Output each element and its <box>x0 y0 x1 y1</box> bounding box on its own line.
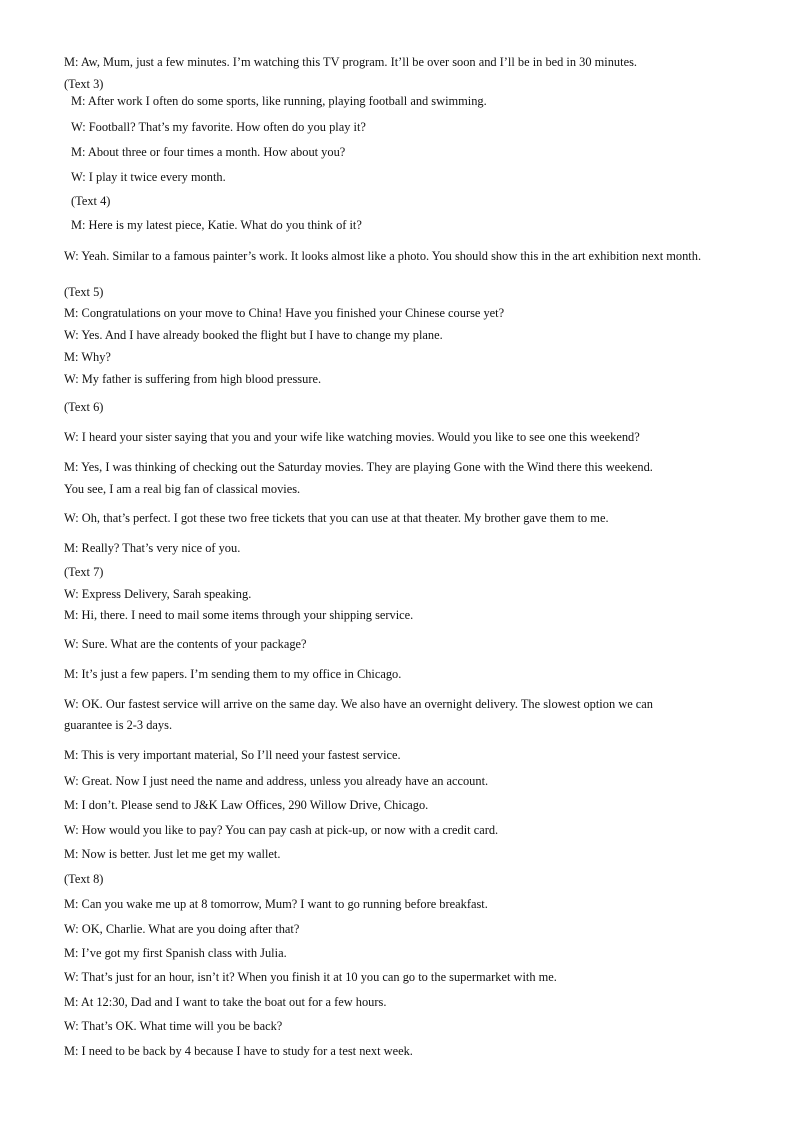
dialogue-line: M: I don’t. Please send to J&K Law Offices, 290 Willow Drive, Chicago. <box>64 798 429 812</box>
dialogue-line: M: Now is better. Just let me get my wallet. <box>64 847 281 861</box>
dialogue-line: M: Congratulations on your move to China! Have you finished your Chinese course yet? <box>64 306 505 320</box>
dialogue-line: M: At 12:30, Dad and I want to take the boat out for a few hours. <box>64 995 387 1009</box>
dialogue-line: W: Sure. What are the contents of your package? <box>64 637 307 651</box>
dialogue-line: M: Hi, there. I need to mail some items through your shipping service. <box>64 608 414 622</box>
dialogue-line: W: Yeah. Similar to a famous painter’s work. It looks almost like a photo. You should show this in the art exhibition next month. <box>64 249 702 263</box>
dialogue-line: M: Aw, Mum, just a few minutes. I’m watching this TV program. It’ll be over soon and I’ll be in bed in 30 minutes. <box>64 55 637 69</box>
dialogue-line: W: Football? That’s my favorite. How often do you play it? <box>71 120 366 134</box>
dialogue-line: M: About three or four times a month. How about you? <box>71 145 346 159</box>
section-heading-text-7: (Text 7) <box>64 565 104 579</box>
section-heading-text-4: (Text 4) <box>71 194 111 208</box>
section-heading-text-8: (Text 8) <box>64 872 104 886</box>
dialogue-line: M: Really? That’s very nice of you. <box>64 541 241 555</box>
dialogue-line: M: After work I often do some sports, like running, playing football and swimming. <box>71 94 487 108</box>
dialogue-line: M: It’s just a few papers. I’m sending them to my office in Chicago. <box>64 667 402 681</box>
dialogue-line: M: I’ve got my first Spanish class with Julia. <box>64 946 287 960</box>
dialogue-line: M: Yes, I was thinking of checking out the Saturday movies. They are playing Gone with the Wind there this weekend. <box>64 460 653 474</box>
dialogue-line: W: Great. Now I just need the name and address, unless you already have an account. <box>64 774 489 788</box>
dialogue-line: W: That’s OK. What time will you be back? <box>64 1019 283 1033</box>
dialogue-line: W: My father is suffering from high blood pressure. <box>64 372 322 386</box>
dialogue-line: W: Oh, that’s perfect. I got these two free tickets that you can use at that theater. My brother gave them to me. <box>64 511 609 525</box>
dialogue-line: guarantee is 2-3 days. <box>64 718 173 732</box>
dialogue-line: W: OK. Our fastest service will arrive on the same day. We also have an overnight delivery. The slowest option we can <box>64 697 653 711</box>
dialogue-line: W: I heard your sister saying that you and your wife like watching movies. Would you like to see one this weekend? <box>64 430 640 444</box>
section-heading-text-6: (Text 6) <box>64 400 104 414</box>
dialogue-line: W: Express Delivery, Sarah speaking. <box>64 587 252 601</box>
dialogue-line: W: I play it twice every month. <box>71 170 226 184</box>
section-heading-text-3: (Text 3) <box>64 77 104 91</box>
dialogue-line: M: I need to be back by 4 because I have to study for a test next week. <box>64 1044 413 1058</box>
dialogue-line: You see, I am a real big fan of classical movies. <box>64 482 301 496</box>
dialogue-line: M: Why? <box>64 350 111 364</box>
dialogue-line: M: Here is my latest piece, Katie. What do you think of it? <box>71 218 362 232</box>
dialogue-line: M: This is very important material, So I’ll need your fastest service. <box>64 748 401 762</box>
section-heading-text-5: (Text 5) <box>64 285 104 299</box>
dialogue-line: W: Yes. And I have already booked the flight but I have to change my plane. <box>64 328 443 342</box>
dialogue-line: W: How would you like to pay? You can pay cash at pick-up, or now with a credit card. <box>64 823 499 837</box>
dialogue-line: W: That’s just for an hour, isn’t it? When you finish it at 10 you can go to the supermarket with me. <box>64 970 557 984</box>
dialogue-line: M: Can you wake me up at 8 tomorrow, Mum? I want to go running before breakfast. <box>64 897 488 911</box>
dialogue-line: W: OK, Charlie. What are you doing after that? <box>64 922 300 936</box>
